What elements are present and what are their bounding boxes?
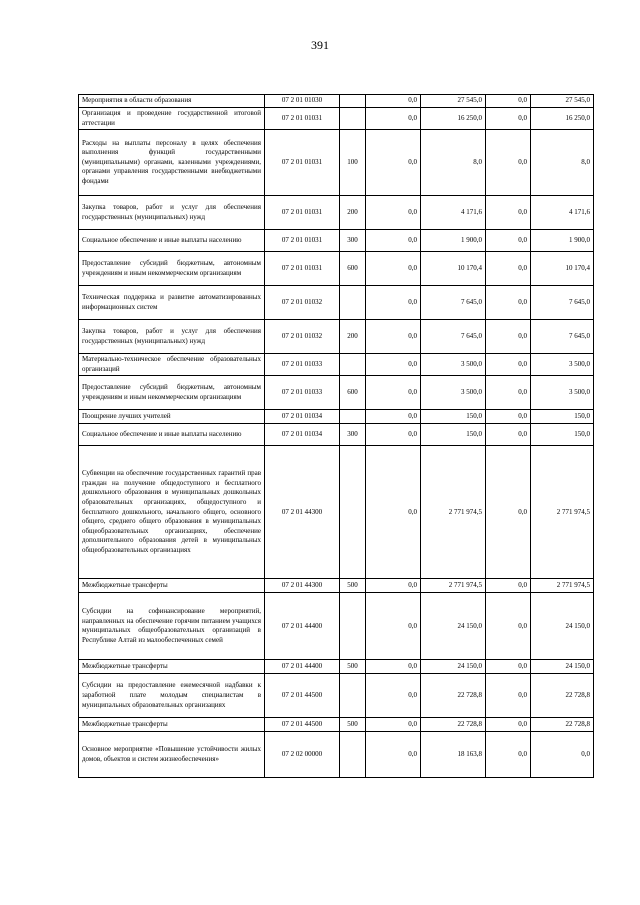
row-value-1-cell: 0,0 bbox=[366, 579, 421, 593]
row-code-cell: 07 2 01 01033 bbox=[265, 354, 340, 376]
row-value-2-cell: 24 150,0 bbox=[421, 593, 486, 660]
row-value-3-cell: 0,0 bbox=[486, 354, 531, 376]
row-code-cell: 07 2 01 44300 bbox=[265, 579, 340, 593]
row-name-cell: Предоставление субсидий бюджетным, автономным учреждениям и иным некоммерческим организациям bbox=[79, 376, 265, 410]
row-value-3-cell: 0,0 bbox=[486, 130, 531, 196]
row-value-4-cell: 22 728,8 bbox=[531, 718, 594, 732]
table-row bbox=[79, 718, 594, 732]
row-expense-type-cell: 300 bbox=[340, 424, 366, 446]
table-row bbox=[79, 376, 594, 410]
row-expense-type-cell: 600 bbox=[340, 252, 366, 286]
row-value-3-cell: 0,0 bbox=[486, 95, 531, 108]
row-value-1-cell: 0,0 bbox=[366, 732, 421, 778]
row-value-3-cell: 0,0 bbox=[486, 286, 531, 320]
row-value-4-cell: 4 171,6 bbox=[531, 196, 594, 230]
row-name-cell: Основное мероприятие «Повышение устойчивости жилых домов, объектов и систем жизнеобеспечения» bbox=[79, 732, 265, 778]
row-value-2-cell: 2 771 974,5 bbox=[421, 579, 486, 593]
row-name-cell: Субсидии на софинансирование мероприятий, направленных на обеспечение горячим питанием учащихся муниципальных общеобразовательных организаций в Республике Алтай из малообеспеченных семей bbox=[79, 593, 265, 660]
row-value-1-cell: 0,0 bbox=[366, 130, 421, 196]
row-value-2-cell: 16 250,0 bbox=[421, 108, 486, 130]
row-code-cell: 07 2 01 01031 bbox=[265, 130, 340, 196]
row-expense-type-cell bbox=[340, 446, 366, 579]
table-row bbox=[79, 674, 594, 718]
row-code-cell: 07 2 01 01032 bbox=[265, 320, 340, 354]
row-value-3-cell: 0,0 bbox=[486, 320, 531, 354]
row-value-1-cell: 0,0 bbox=[366, 424, 421, 446]
row-value-2-cell: 150,0 bbox=[421, 424, 486, 446]
row-name-cell: Межбюджетные трансферты bbox=[79, 660, 265, 674]
row-expense-type-cell: 100 bbox=[340, 130, 366, 196]
row-name-cell: Межбюджетные трансферты bbox=[79, 718, 265, 732]
row-expense-type-cell bbox=[340, 354, 366, 376]
row-name-cell: Субсидии на предоставление ежемесячной надбавки к заработной плате молодым специалистам в муниципальных образовательных организациях bbox=[79, 674, 265, 718]
table-row bbox=[79, 354, 594, 376]
row-name-cell: Закупка товаров, работ и услуг для обеспечения государственных (муниципальных) нужд bbox=[79, 196, 265, 230]
row-name-cell: Социальное обеспечение и иные выплаты населению bbox=[79, 230, 265, 252]
row-value-4-cell: 2 771 974,5 bbox=[531, 579, 594, 593]
row-value-3-cell: 0,0 bbox=[486, 230, 531, 252]
row-value-2-cell: 7 645,0 bbox=[421, 320, 486, 354]
row-value-3-cell: 0,0 bbox=[486, 674, 531, 718]
row-name-cell: Социальное обеспечение и иные выплаты населению bbox=[79, 424, 265, 446]
row-value-3-cell: 0,0 bbox=[486, 252, 531, 286]
row-value-4-cell: 1 900,0 bbox=[531, 230, 594, 252]
table-row bbox=[79, 446, 594, 579]
table-row bbox=[79, 660, 594, 674]
row-value-2-cell: 7 645,0 bbox=[421, 286, 486, 320]
row-value-4-cell: 2 771 974,5 bbox=[531, 446, 594, 579]
row-value-1-cell: 0,0 bbox=[366, 320, 421, 354]
row-value-1-cell: 0,0 bbox=[366, 230, 421, 252]
row-value-1-cell: 0,0 bbox=[366, 252, 421, 286]
row-value-2-cell: 4 171,6 bbox=[421, 196, 486, 230]
row-value-3-cell: 0,0 bbox=[486, 732, 531, 778]
row-value-1-cell: 0,0 bbox=[366, 196, 421, 230]
table-row bbox=[79, 108, 594, 130]
row-name-cell: Межбюджетные трансферты bbox=[79, 579, 265, 593]
row-value-2-cell: 27 545,0 bbox=[421, 95, 486, 108]
row-value-4-cell: 24 150,0 bbox=[531, 660, 594, 674]
table-row bbox=[79, 593, 594, 660]
row-value-1-cell: 0,0 bbox=[366, 718, 421, 732]
row-value-4-cell: 7 645,0 bbox=[531, 320, 594, 354]
row-value-4-cell: 27 545,0 bbox=[531, 95, 594, 108]
row-value-2-cell: 24 150,0 bbox=[421, 660, 486, 674]
table-row bbox=[79, 95, 594, 108]
table-row bbox=[79, 410, 594, 424]
row-expense-type-cell bbox=[340, 674, 366, 718]
row-value-3-cell: 0,0 bbox=[486, 446, 531, 579]
row-name-cell: Закупка товаров, работ и услуг для обеспечения государственных (муниципальных) нужд bbox=[79, 320, 265, 354]
row-expense-type-cell: 500 bbox=[340, 579, 366, 593]
row-code-cell: 07 2 01 01032 bbox=[265, 286, 340, 320]
budget-table bbox=[78, 94, 594, 778]
table-row bbox=[79, 252, 594, 286]
row-value-1-cell: 0,0 bbox=[366, 108, 421, 130]
row-code-cell: 07 2 01 01031 bbox=[265, 230, 340, 252]
row-code-cell: 07 2 01 01034 bbox=[265, 410, 340, 424]
row-value-3-cell: 0,0 bbox=[486, 196, 531, 230]
budget-table-body bbox=[79, 95, 594, 778]
row-value-2-cell: 2 771 974,5 bbox=[421, 446, 486, 579]
row-expense-type-cell bbox=[340, 732, 366, 778]
row-value-4-cell: 24 150,0 bbox=[531, 593, 594, 660]
row-value-1-cell: 0,0 bbox=[366, 660, 421, 674]
row-value-4-cell: 8,0 bbox=[531, 130, 594, 196]
row-value-4-cell: 150,0 bbox=[531, 424, 594, 446]
row-value-1-cell: 0,0 bbox=[366, 410, 421, 424]
row-value-3-cell: 0,0 bbox=[486, 410, 531, 424]
row-name-cell: Поощрение лучших учителей bbox=[79, 410, 265, 424]
row-expense-type-cell bbox=[340, 108, 366, 130]
row-value-2-cell: 10 170,4 bbox=[421, 252, 486, 286]
row-value-3-cell: 0,0 bbox=[486, 593, 531, 660]
row-expense-type-cell bbox=[340, 286, 366, 320]
row-value-3-cell: 0,0 bbox=[486, 424, 531, 446]
row-name-cell: Техническая поддержка и развитие автоматизированных информационных систем bbox=[79, 286, 265, 320]
table-row bbox=[79, 286, 594, 320]
row-expense-type-cell: 500 bbox=[340, 718, 366, 732]
row-value-2-cell: 22 728,8 bbox=[421, 674, 486, 718]
row-value-4-cell: 3 500,0 bbox=[531, 354, 594, 376]
row-value-2-cell: 3 500,0 bbox=[421, 354, 486, 376]
row-code-cell: 07 2 01 44500 bbox=[265, 718, 340, 732]
row-name-cell: Мероприятия в области образования bbox=[79, 95, 265, 108]
row-value-1-cell: 0,0 bbox=[366, 354, 421, 376]
table-row bbox=[79, 130, 594, 196]
row-code-cell: 07 2 01 01030 bbox=[265, 95, 340, 108]
row-value-1-cell: 0,0 bbox=[366, 286, 421, 320]
row-code-cell: 07 2 02 00000 bbox=[265, 732, 340, 778]
row-value-3-cell: 0,0 bbox=[486, 660, 531, 674]
table-row bbox=[79, 230, 594, 252]
row-value-3-cell: 0,0 bbox=[486, 108, 531, 130]
row-value-2-cell: 8,0 bbox=[421, 130, 486, 196]
row-value-1-cell: 0,0 bbox=[366, 376, 421, 410]
row-code-cell: 07 2 01 01033 bbox=[265, 376, 340, 410]
row-code-cell: 07 2 01 01031 bbox=[265, 196, 340, 230]
row-expense-type-cell: 500 bbox=[340, 660, 366, 674]
row-value-3-cell: 0,0 bbox=[486, 376, 531, 410]
row-code-cell: 07 2 01 01031 bbox=[265, 108, 340, 130]
row-expense-type-cell bbox=[340, 593, 366, 660]
page-number: 391 bbox=[311, 38, 329, 52]
row-value-1-cell: 0,0 bbox=[366, 446, 421, 579]
row-code-cell: 07 2 01 44300 bbox=[265, 446, 340, 579]
row-value-3-cell: 0,0 bbox=[486, 579, 531, 593]
row-code-cell: 07 2 01 44400 bbox=[265, 593, 340, 660]
row-code-cell: 07 2 01 44500 bbox=[265, 674, 340, 718]
table-row bbox=[79, 196, 594, 230]
row-expense-type-cell bbox=[340, 410, 366, 424]
table-row bbox=[79, 320, 594, 354]
table-row bbox=[79, 732, 594, 778]
row-value-4-cell: 10 170,4 bbox=[531, 252, 594, 286]
row-value-1-cell: 0,0 bbox=[366, 593, 421, 660]
row-value-2-cell: 1 900,0 bbox=[421, 230, 486, 252]
row-value-1-cell: 0,0 bbox=[366, 95, 421, 108]
row-value-3-cell: 0,0 bbox=[486, 718, 531, 732]
row-value-2-cell: 18 163,8 bbox=[421, 732, 486, 778]
row-expense-type-cell: 200 bbox=[340, 320, 366, 354]
row-value-4-cell: 150,0 bbox=[531, 410, 594, 424]
table-row bbox=[79, 424, 594, 446]
row-expense-type-cell: 200 bbox=[340, 196, 366, 230]
row-name-cell: Материально-техническое обеспечение образовательных организаций bbox=[79, 354, 265, 376]
row-expense-type-cell bbox=[340, 95, 366, 108]
row-expense-type-cell: 600 bbox=[340, 376, 366, 410]
row-value-4-cell: 7 645,0 bbox=[531, 286, 594, 320]
row-value-1-cell: 0,0 bbox=[366, 674, 421, 718]
row-value-4-cell: 16 250,0 bbox=[531, 108, 594, 130]
row-name-cell: Организация и проведение государственной итоговой аттестации bbox=[79, 108, 265, 130]
row-code-cell: 07 2 01 01031 bbox=[265, 252, 340, 286]
row-value-2-cell: 22 728,8 bbox=[421, 718, 486, 732]
row-value-2-cell: 150,0 bbox=[421, 410, 486, 424]
row-name-cell: Предоставление субсидий бюджетным, автономным учреждениям и иным некоммерческим организациям bbox=[79, 252, 265, 286]
row-value-2-cell: 3 500,0 bbox=[421, 376, 486, 410]
table-row bbox=[79, 579, 594, 593]
row-value-4-cell: 22 728,8 bbox=[531, 674, 594, 718]
row-name-cell: Субвенции на обеспечение государственных гарантий прав граждан на получение общедоступного и бесплатного дошкольного образования в муниципальных дошкольных образовательных организациях, общедоступного и бесплатного дошкольного, начального общего, основного общего, среднего общего образования в муниципальных общеобразовательных организациях, обеспечение дополнительного образования детей в муниципальных общеобразовательных организациях bbox=[79, 446, 265, 579]
row-code-cell: 07 2 01 44400 bbox=[265, 660, 340, 674]
row-expense-type-cell: 300 bbox=[340, 230, 366, 252]
row-code-cell: 07 2 01 01034 bbox=[265, 424, 340, 446]
row-value-4-cell: 0,0 bbox=[531, 732, 594, 778]
row-name-cell: Расходы на выплаты персоналу в целях обеспечения выполнения функций государственными (муниципальными) органами, казенными учреждениями, органами управления государственными внебюджетными фондами bbox=[79, 130, 265, 196]
row-value-4-cell: 3 500,0 bbox=[531, 376, 594, 410]
